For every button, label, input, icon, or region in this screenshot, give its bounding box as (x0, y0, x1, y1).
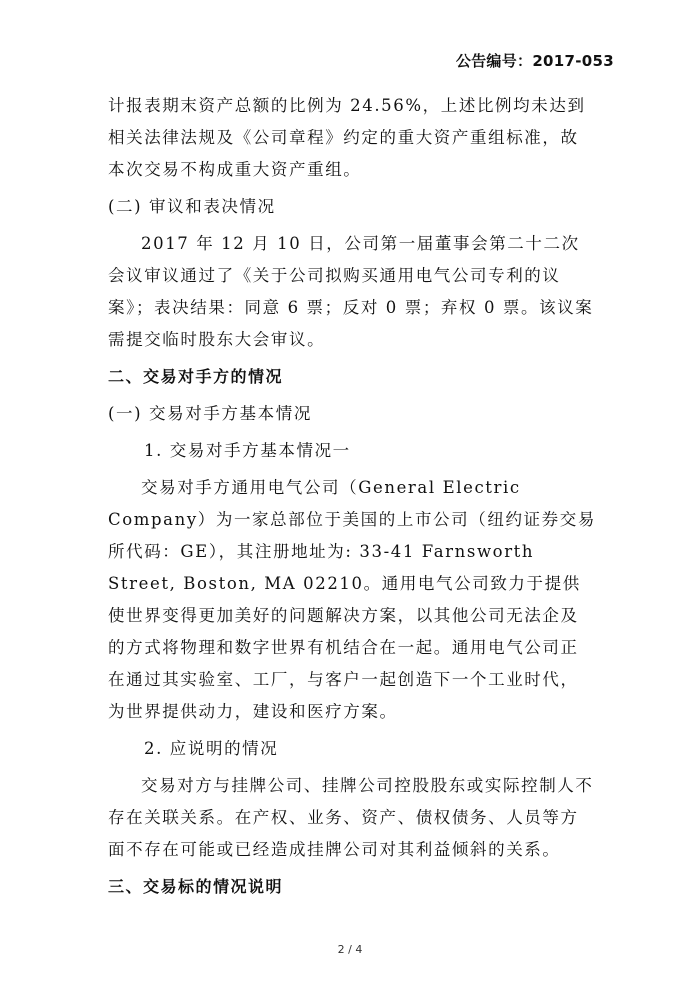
section-counterparty-heading: 二、交易对手方的情况 (108, 367, 284, 386)
announcement-number: 公告编号：2017-053 (455, 52, 614, 70)
paragraph-counterparty-description: 交易对手方通用电气公司（General Electric Company）为一家总部位于美国的上市公司（纽约证券交易所代码：GE），其注册地址为: 33-41 Farnsworth Street, Boston, MA 02210。通用电气公司致力于提供使世界变得更加美好的问题解决方案，以其他公司无法企及的方式将物理和数字世界有机结合在一起。通用电气公司正在通过其实验室、工厂，与客户一起创造下一个工业时代，为世界提供动力，建设和医疗方案。 (108, 478, 596, 721)
item-disclosure-title: 2. 应说明的情况 (144, 739, 279, 758)
subsection-review-vote: (二) 审议和表决情况 (108, 197, 276, 216)
subsection-counterparty-basic: (一) 交易对手方基本情况 (108, 404, 312, 423)
page-number: 2 / 4 (337, 943, 363, 956)
section-target-heading: 三、交易标的情况说明 (108, 877, 284, 896)
paragraph-continuation: 计报表期末资产总额的比例为 24.56%，上述比例均未达到相关法律法规及《公司章程》约定的重大资产重组标准，故本次交易不构成重大资产重组。 (108, 96, 586, 179)
item-counterparty-one-title: 1. 交易对手方基本情况一 (144, 441, 351, 460)
document-body (108, 90, 596, 908)
paragraph-board-vote: 2017 年 12 月 10 日，公司第一届董事会第二十二次会议审议通过了《关于公司拟购买通用电气公司专利的议案》；表决结果：同意 6 票；反对 0 票；弃权 0 票。该议案需提交临时股东大会审议。 (108, 234, 594, 349)
paragraph-relationship: 交易对方与挂牌公司、挂牌公司控股股东或实际控制人不存在关联关系。在产权、业务、资产、债权债务、人员等方面不存在可能或已经造成挂牌公司对其利益倾斜的关系。 (108, 776, 594, 859)
